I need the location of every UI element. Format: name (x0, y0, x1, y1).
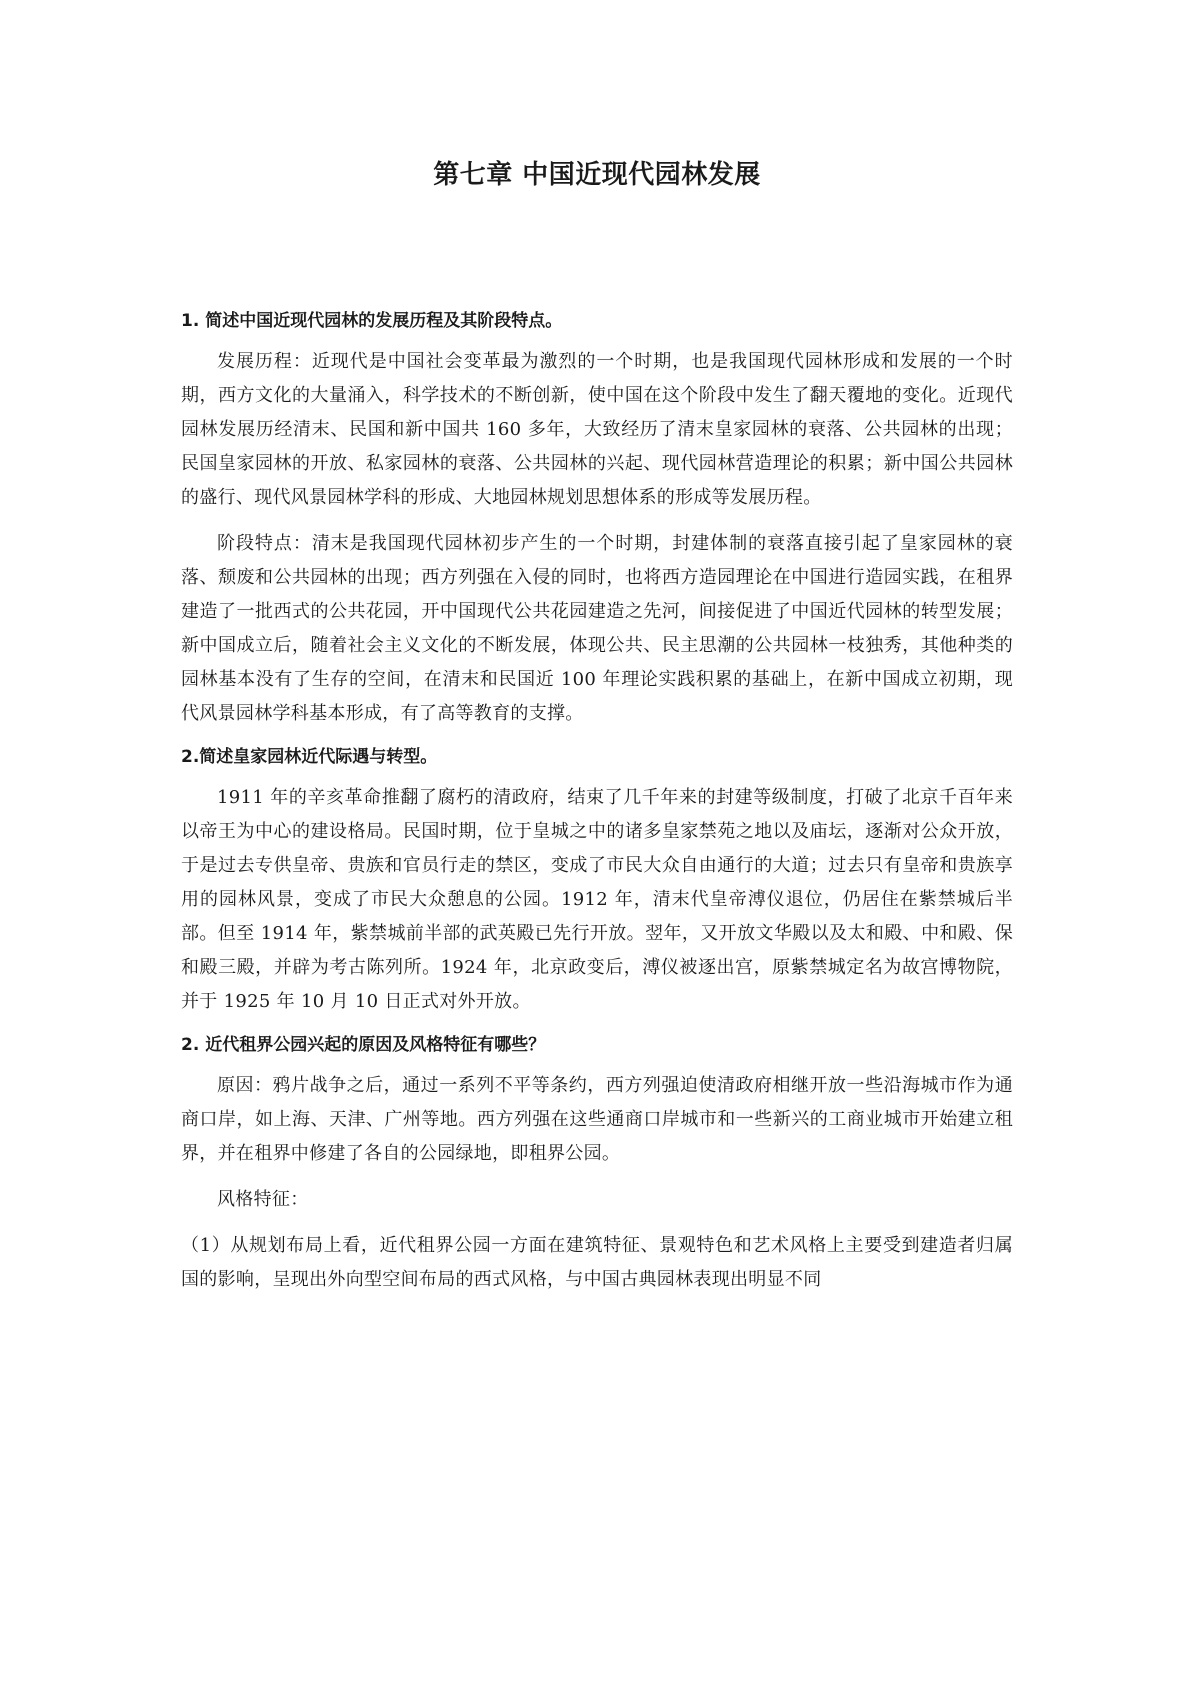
paragraph: （1）从规划布局上看，近代租界公园一方面在建筑特征、景观特色和艺术风格上主要受到建造者归属国的影响，呈现出外向型空间布局的西式风格，与中国古典园林表现出明显不同 (181, 1235, 1013, 1290)
paragraph: 原因：鸦片战争之后，通过一系列不平等条约，西方列强迫使清政府相继开放一些沿海城市作为通商口岸，如上海、天津、广州等地。西方列强在这些通商口岸城市和一些新兴的工商业城市开始建立租界，并在租界中修建了各自的公园绿地，即租界公园。 (181, 1075, 1013, 1164)
section-3 (181, 1031, 1013, 1297)
page-title: 第七章 中国近现代园林发展 (433, 160, 761, 190)
section-1 (181, 307, 1013, 731)
section-2 (181, 743, 1013, 1019)
paragraph: 1911 年的辛亥革命推翻了腐朽的清政府，结束了几千年来的封建等级制度，打破了北京千百年来以帝王为中心的建设格局。民国时期，位于皇城之中的诸多皇家禁苑之地以及庙坛，逐渐对公众开放，于是过去专供皇帝、贵族和官员行走的禁区，变成了市民大众自由通行的大道；过去只有皇帝和贵族享用的园林风景，变成了市民大众憩息的公园。1912 年，清末代皇帝溥仪退位，仍居住在紫禁城后半部。但至 1914 年，紫禁城前半部的武英殿已先行开放。翌年，又开放文华殿以及太和殿、中和殿、保和殿三殿，并辟为考古陈列所。1924 年，北京政变后，溥仪被逐出宫，原紫禁城定名为故宫博物院，并于 1925 年 10 月 10 日正式对外开放。 (181, 787, 1013, 1012)
section-heading: 2. 近代租界公园兴起的原因及风格特征有哪些？ (181, 1035, 546, 1055)
paragraph: 风格特征： (217, 1189, 309, 1210)
document-body (181, 307, 1013, 1309)
section-heading: 1. 简述中国近现代园林的发展历程及其阶段特点。 (181, 311, 563, 331)
section-heading: 2.简述皇家园林近代际遇与转型。 (181, 747, 438, 767)
paragraph: 阶段特点：清末是我国现代园林初步产生的一个时期，封建体制的衰落直接引起了皇家园林的衰落、颓废和公共园林的出现；西方列强在入侵的同时，也将西方造园理论在中国进行造园实践，在租界建造了一批西式的公共花园，开中国现代公共花园建造之先河，间接促进了中国近代园林的转型发展；新中国成立后，随着社会主义文化的不断发展，体现公共、民主思潮的公共园林一枝独秀，其他种类的园林基本没有了生存的空间，在清末和民国近 100 年理论实践积累的基础上，在新中国成立初期，现代风景园林学科基本形成，有了高等教育的支撑。 (181, 533, 1013, 724)
paragraph: 发展历程：近现代是中国社会变革最为激烈的一个时期，也是我国现代园林形成和发展的一个时期，西方文化的大量涌入，科学技术的不断创新，使中国在这个阶段中发生了翻天覆地的变化。近现代园林发展历经清末、民国和新中国共 160 多年，大致经历了清末皇家园林的衰落、公共园林的出现；民国皇家园林的开放、私家园林的衰落、公共园林的兴起、现代园林营造理论的积累；新中国公共园林的盛行、现代风景园林学科的形成、大地园林规划思想体系的形成等发展历程。 (181, 351, 1013, 508)
